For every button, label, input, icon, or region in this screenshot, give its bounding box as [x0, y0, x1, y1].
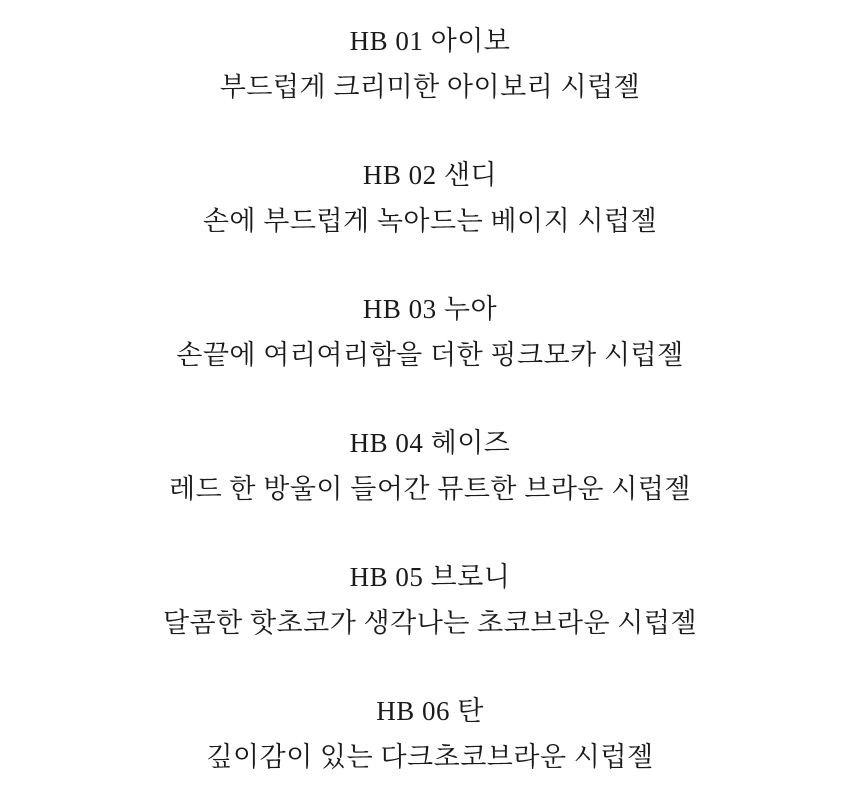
shade-code-name: HB 04 헤이즈 [349, 428, 511, 458]
shade-code-name: HB 05 브로니 [349, 562, 511, 592]
shade-description: 레드 한 방울이 들어간 뮤트한 브라운 시럽젤 [169, 474, 691, 504]
shade-item [0, 286, 860, 378]
shade-item [0, 420, 860, 512]
shade-item [0, 688, 860, 780]
shade-code-name: HB 06 탄 [376, 696, 484, 726]
shade-description: 깊이감이 있는 다크초코브라운 시럽젤 [206, 742, 654, 772]
shade-description: 달콤한 핫초코가 생각나는 초코브라운 시럽젤 [162, 608, 698, 638]
shade-code-name: HB 03 누아 [362, 294, 498, 324]
shade-code-name: HB 01 아이보 [349, 26, 511, 56]
shade-item [0, 152, 860, 244]
shade-description: 손끝에 여리여리함을 더한 핑크모카 시럽젤 [176, 340, 684, 370]
shade-item [0, 554, 860, 646]
shade-description: 부드럽게 크리미한 아이보리 시럽젤 [219, 72, 641, 102]
shade-item [0, 18, 860, 110]
shade-code-name: HB 02 샌디 [362, 160, 498, 190]
shade-description: 손에 부드럽게 녹아드는 베이지 시럽젤 [202, 206, 658, 236]
